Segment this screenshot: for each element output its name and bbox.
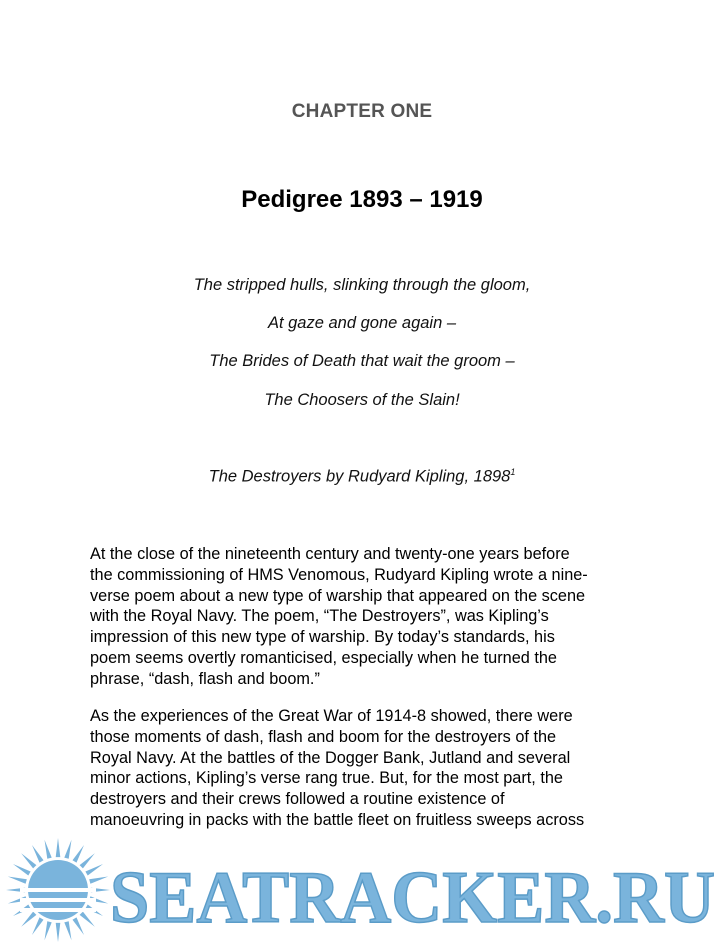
epigraph-line: The Brides of Death that wait the groom – xyxy=(209,352,515,370)
sun-ray xyxy=(85,864,103,876)
paragraph-line: impression of this new type of warship. By today’s standards, his xyxy=(90,628,555,647)
sun-ray xyxy=(45,840,52,859)
sun-burst-icon xyxy=(6,838,110,942)
sun-ray xyxy=(73,845,85,863)
paragraph-line: minor actions, Kipling’s verse rang true. But, for the most part, the xyxy=(90,769,563,788)
epigraph-line: The Choosers of the Slain! xyxy=(264,391,460,409)
body-paragraph xyxy=(90,544,650,690)
paragraph-line: those moments of dash, flash and boom for the destroyers of the xyxy=(90,727,557,746)
sun-ray xyxy=(32,917,44,935)
watermark-text: SEATRACKER.RU xyxy=(110,857,715,939)
sun-ray xyxy=(45,921,52,940)
sun-ray xyxy=(80,912,95,927)
paragraph-line: At the close of the nineteenth century and twenty-one years before xyxy=(90,545,570,563)
sun-ray xyxy=(89,877,108,884)
chapter-title: Pedigree 1893 – 1919 xyxy=(241,186,483,213)
epigraph-line: At gaze and gone again – xyxy=(267,314,457,332)
paragraph-line: phrase, “dash, flash and boom.” xyxy=(90,669,320,688)
body-paragraph xyxy=(90,706,650,831)
sun-ray xyxy=(8,877,27,884)
epigraph-citation xyxy=(0,467,724,487)
sun-ray xyxy=(64,921,71,940)
footnote-mark[interactable]: 1 xyxy=(510,467,516,477)
epigraph-line: The stripped hulls, slinking through the gloom, xyxy=(193,276,531,294)
sun-ray xyxy=(56,838,61,857)
sun-ray xyxy=(32,845,44,863)
chapter-label: CHAPTER ONE xyxy=(291,101,433,122)
citation-text: The Destroyers by Rudyard Kipling, 1898 xyxy=(208,467,511,486)
paragraph-line: As the experiences of the Great War of 1914-8 showed, there were xyxy=(90,707,573,725)
sun-ray xyxy=(64,840,71,859)
sun-ray xyxy=(21,853,36,868)
sun-ray xyxy=(73,917,85,935)
paragraph-line: the commissioning of HMS Venomous, Rudyard Kipling wrote a nine- xyxy=(90,565,588,584)
sun-ray xyxy=(56,923,61,942)
sun-ray xyxy=(80,853,95,868)
paragraph-line: destroyers and their crews followed a routine existence of xyxy=(90,790,505,809)
paragraph-line: poem seems overtly romanticised, especially when he turned the xyxy=(90,648,557,667)
sun-ray xyxy=(21,912,36,927)
paragraph-line: with the Royal Navy. The poem, “The Destroyers”, was Kipling’s xyxy=(90,607,549,626)
paragraph-line: verse poem about a new type of warship that appeared on the scene xyxy=(90,586,586,605)
paragraph-line: Royal Navy. At the battles of the Dogger Bank, Jutland and several xyxy=(90,748,571,767)
paragraph-line: manoeuvring in packs with the battle fleet on fruitless sweeps across xyxy=(90,810,585,829)
watermark xyxy=(0,830,724,943)
sun-ray xyxy=(13,864,31,876)
